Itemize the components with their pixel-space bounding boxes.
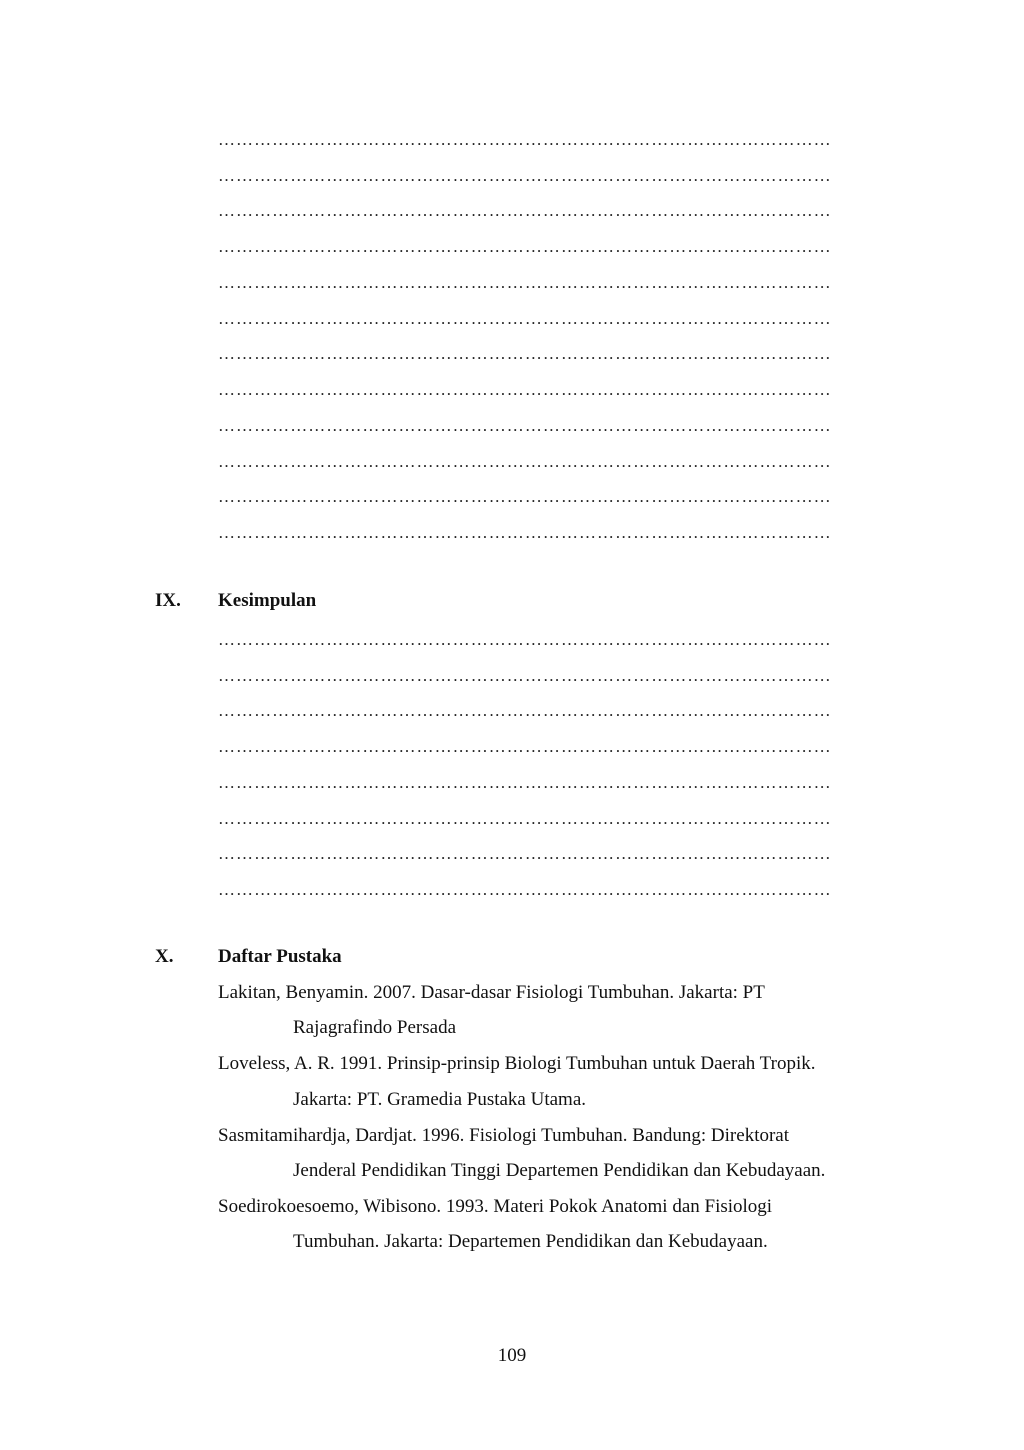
dotted-answer-line: ………………………………………………………………………………………… bbox=[218, 130, 832, 149]
dotted-answer-line: ………………………………………………………………………………………… bbox=[218, 701, 832, 720]
dotted-answer-line: ………………………………………………………………………………………… bbox=[218, 452, 832, 471]
section-heading-daftar-pustaka: Daftar Pustaka bbox=[218, 946, 342, 967]
section-number: X. bbox=[155, 946, 174, 967]
reference-entry-continuation: Rajagrafindo Persada bbox=[293, 1017, 457, 1038]
dotted-answer-line: ………………………………………………………………………………………… bbox=[218, 844, 832, 863]
dotted-answer-line: ………………………………………………………………………………………… bbox=[218, 344, 832, 363]
dotted-answer-line: ………………………………………………………………………………………… bbox=[218, 273, 832, 292]
dotted-answer-line: ………………………………………………………………………………………… bbox=[218, 416, 832, 435]
section-heading-kesimpulan: Kesimpulan bbox=[218, 590, 317, 611]
reference-entry-continuation: Jakarta: PT. Gramedia Pustaka Utama. bbox=[293, 1089, 586, 1110]
dotted-answer-line: ………………………………………………………………………………………… bbox=[218, 309, 832, 328]
reference-entry: Soedirokoesoemo, Wibisono. 1993. Materi Pokok Anatomi dan Fisiologi bbox=[218, 1196, 773, 1217]
dotted-answer-line: ………………………………………………………………………………………… bbox=[218, 880, 832, 899]
section-number: IX. bbox=[155, 590, 181, 611]
reference-entry: Lakitan, Benyamin. 2007. Dasar-dasar Fisiologi Tumbuhan. Jakarta: PT bbox=[218, 982, 765, 1003]
dotted-answer-line: ………………………………………………………………………………………… bbox=[218, 523, 832, 542]
page-number: 109 bbox=[497, 1345, 527, 1366]
dotted-answer-line: ………………………………………………………………………………………… bbox=[218, 201, 832, 220]
reference-entry: Sasmitamihardja, Dardjat. 1996. Fisiologi Tumbuhan. Bandung: Direktorat bbox=[218, 1125, 790, 1146]
dotted-answer-line: ………………………………………………………………………………………… bbox=[218, 166, 832, 185]
reference-entry-continuation: Jenderal Pendidikan Tinggi Departemen Pendidikan dan Kebudayaan. bbox=[293, 1160, 826, 1181]
dotted-answer-line: ………………………………………………………………………………………… bbox=[218, 630, 832, 649]
dotted-answer-line: ………………………………………………………………………………………… bbox=[218, 237, 832, 256]
reference-entry: Loveless, A. R. 1991. Prinsip-prinsip Biologi Tumbuhan untuk Daerah Tropik. bbox=[218, 1053, 816, 1074]
dotted-answer-line: ………………………………………………………………………………………… bbox=[218, 666, 832, 685]
dotted-answer-line: ………………………………………………………………………………………… bbox=[218, 737, 832, 756]
dotted-answer-line: ………………………………………………………………………………………… bbox=[218, 380, 832, 399]
reference-entry-continuation: Tumbuhan. Jakarta: Departemen Pendidikan dan Kebudayaan. bbox=[293, 1231, 768, 1252]
dotted-answer-line: ………………………………………………………………………………………… bbox=[218, 773, 832, 792]
dotted-answer-line: ………………………………………………………………………………………… bbox=[218, 809, 832, 828]
dotted-answer-line: ………………………………………………………………………………………… bbox=[218, 487, 832, 506]
